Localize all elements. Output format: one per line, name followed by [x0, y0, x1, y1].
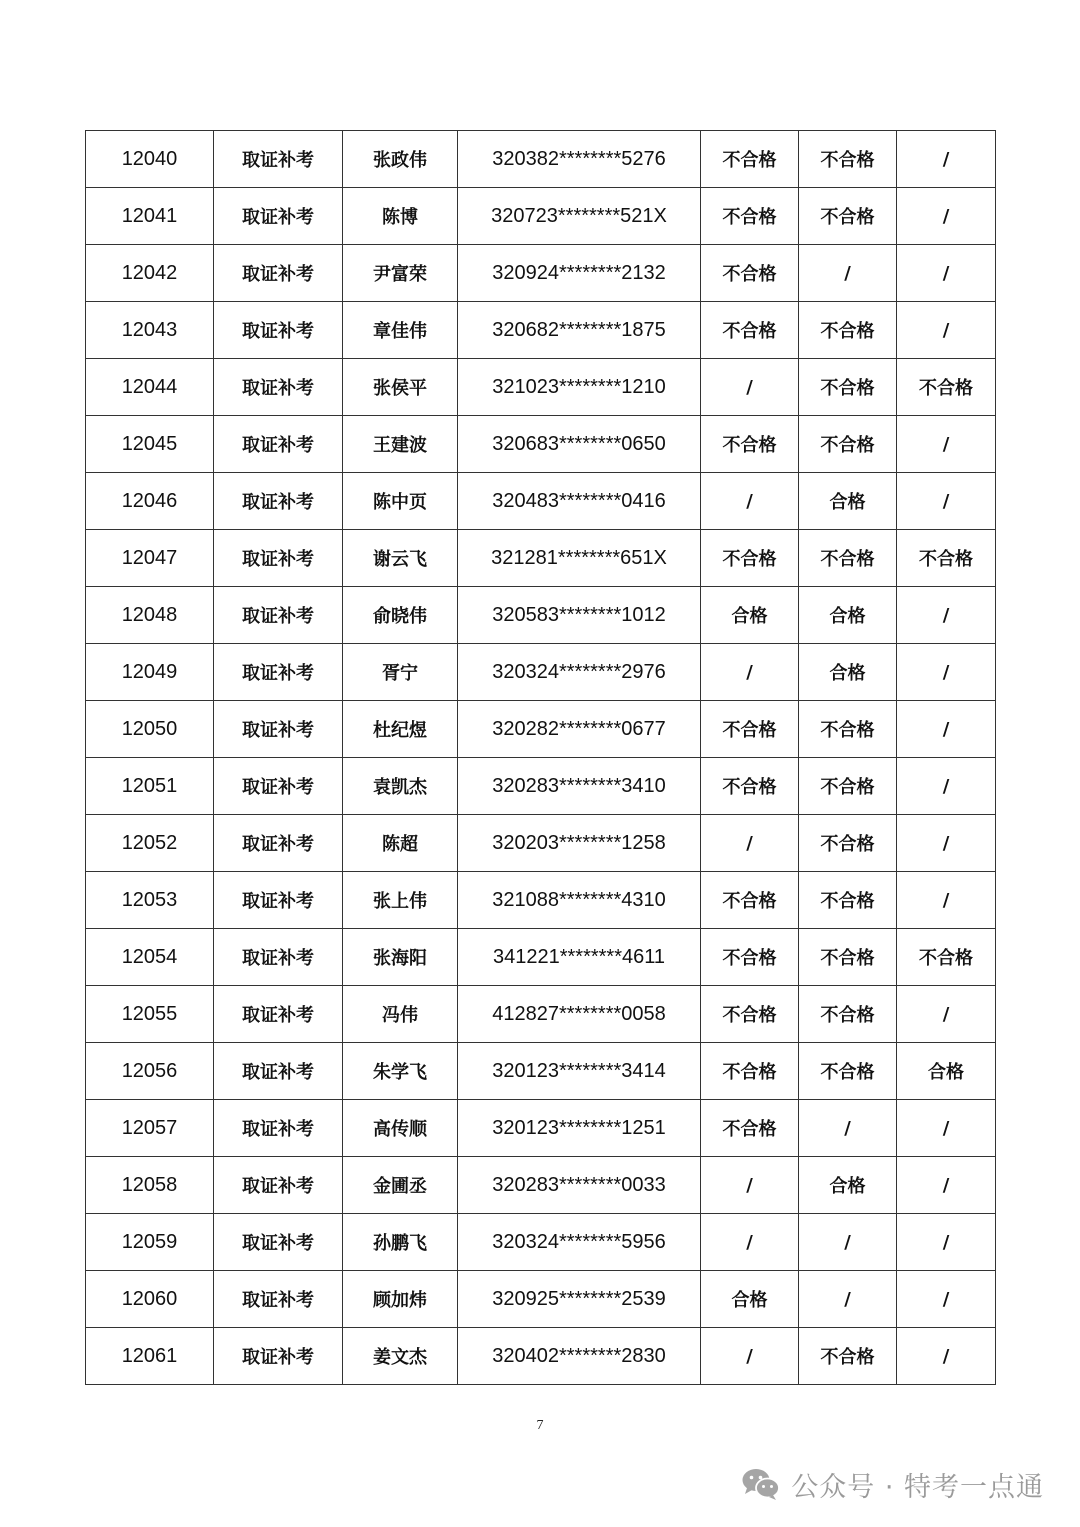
cell-name: 冯伟 — [343, 986, 458, 1043]
cell-name: 姜文杰 — [343, 1328, 458, 1385]
cell-name: 杜纪煜 — [343, 701, 458, 758]
cell-exam-type: 取证补考 — [214, 1043, 343, 1100]
cell-result-3: / — [897, 815, 996, 872]
cell-result-3: / — [897, 416, 996, 473]
cell-id-number: 320483********0416 — [458, 473, 701, 530]
cell-name: 张政伟 — [343, 131, 458, 188]
cell-exam-type: 取证补考 — [214, 644, 343, 701]
cell-result-3: / — [897, 1328, 996, 1385]
cell-result-2: 不合格 — [799, 1328, 897, 1385]
results-table — [85, 130, 996, 1385]
table-row — [86, 986, 996, 1043]
cell-result-3: 不合格 — [897, 929, 996, 986]
cell-result-3: / — [897, 131, 996, 188]
cell-result-2: 不合格 — [799, 1043, 897, 1100]
wechat-icon — [741, 1467, 781, 1501]
cell-number: 12043 — [86, 302, 214, 359]
cell-id-number: 320925********2539 — [458, 1271, 701, 1328]
cell-number: 12040 — [86, 131, 214, 188]
cell-number: 12044 — [86, 359, 214, 416]
cell-name: 胥宁 — [343, 644, 458, 701]
cell-id-number: 320283********0033 — [458, 1157, 701, 1214]
cell-result-3: / — [897, 701, 996, 758]
cell-result-2: 不合格 — [799, 872, 897, 929]
cell-exam-type: 取证补考 — [214, 929, 343, 986]
cell-result-2: 合格 — [799, 644, 897, 701]
cell-id-number: 320723********521X — [458, 188, 701, 245]
cell-name: 金圃丞 — [343, 1157, 458, 1214]
table-row — [86, 1271, 996, 1328]
cell-result-2: 合格 — [799, 473, 897, 530]
cell-result-2: 不合格 — [799, 530, 897, 587]
cell-result-1: 合格 — [701, 587, 799, 644]
cell-id-number: 320683********0650 — [458, 416, 701, 473]
cell-result-1: 不合格 — [701, 131, 799, 188]
cell-result-3: 不合格 — [897, 359, 996, 416]
cell-id-number: 412827********0058 — [458, 986, 701, 1043]
cell-name: 高传顺 — [343, 1100, 458, 1157]
cell-id-number: 320402********2830 — [458, 1328, 701, 1385]
cell-result-1: 不合格 — [701, 188, 799, 245]
cell-result-2: / — [799, 1214, 897, 1271]
cell-result-2: 合格 — [799, 1157, 897, 1214]
cell-name: 陈中页 — [343, 473, 458, 530]
cell-result-3: 不合格 — [897, 530, 996, 587]
cell-result-3: / — [897, 986, 996, 1043]
cell-exam-type: 取证补考 — [214, 530, 343, 587]
cell-exam-type: 取证补考 — [214, 1214, 343, 1271]
cell-result-2: 不合格 — [799, 986, 897, 1043]
cell-result-1: 不合格 — [701, 530, 799, 587]
cell-id-number: 320682********1875 — [458, 302, 701, 359]
cell-result-1: 不合格 — [701, 758, 799, 815]
cell-result-2: / — [799, 1271, 897, 1328]
table-row — [86, 644, 996, 701]
cell-result-3: / — [897, 188, 996, 245]
cell-number: 12050 — [86, 701, 214, 758]
cell-result-1: / — [701, 1157, 799, 1214]
table-row — [86, 1100, 996, 1157]
cell-result-1: / — [701, 815, 799, 872]
table-row — [86, 1328, 996, 1385]
cell-exam-type: 取证补考 — [214, 131, 343, 188]
cell-result-3: / — [897, 758, 996, 815]
cell-result-2: 不合格 — [799, 359, 897, 416]
page-number: 7 — [536, 1418, 544, 1433]
cell-exam-type: 取证补考 — [214, 758, 343, 815]
table-row — [86, 473, 996, 530]
watermark — [741, 1462, 1044, 1506]
cell-id-number: 320283********3410 — [458, 758, 701, 815]
cell-number: 12041 — [86, 188, 214, 245]
cell-name: 朱学飞 — [343, 1043, 458, 1100]
table-row — [86, 587, 996, 644]
cell-name: 孙鹏飞 — [343, 1214, 458, 1271]
cell-exam-type: 取证补考 — [214, 701, 343, 758]
cell-id-number: 320203********1258 — [458, 815, 701, 872]
cell-exam-type: 取证补考 — [214, 359, 343, 416]
cell-result-2: 合格 — [799, 587, 897, 644]
cell-id-number: 320123********3414 — [458, 1043, 701, 1100]
cell-result-2: 不合格 — [799, 815, 897, 872]
cell-result-2: 不合格 — [799, 758, 897, 815]
cell-id-number: 320382********5276 — [458, 131, 701, 188]
table-row — [86, 929, 996, 986]
cell-exam-type: 取证补考 — [214, 1328, 343, 1385]
cell-result-3: / — [897, 473, 996, 530]
cell-number: 12055 — [86, 986, 214, 1043]
cell-exam-type: 取证补考 — [214, 245, 343, 302]
cell-name: 尹富荣 — [343, 245, 458, 302]
cell-number: 12060 — [86, 1271, 214, 1328]
cell-result-1: 不合格 — [701, 302, 799, 359]
cell-result-1: / — [701, 644, 799, 701]
table-row — [86, 188, 996, 245]
cell-result-3: / — [897, 1100, 996, 1157]
cell-name: 王建波 — [343, 416, 458, 473]
table-row — [86, 758, 996, 815]
cell-result-3: / — [897, 302, 996, 359]
cell-id-number: 320324********2976 — [458, 644, 701, 701]
table-row — [86, 815, 996, 872]
table-row — [86, 1214, 996, 1271]
cell-id-number: 320123********1251 — [458, 1100, 701, 1157]
cell-result-3: / — [897, 1271, 996, 1328]
cell-number: 12052 — [86, 815, 214, 872]
cell-id-number: 320924********2132 — [458, 245, 701, 302]
cell-name: 顾加炜 — [343, 1271, 458, 1328]
cell-result-2: 不合格 — [799, 188, 897, 245]
cell-exam-type: 取证补考 — [214, 416, 343, 473]
cell-result-1: 不合格 — [701, 1100, 799, 1157]
cell-number: 12042 — [86, 245, 214, 302]
table-row — [86, 416, 996, 473]
table-row — [86, 245, 996, 302]
cell-exam-type: 取证补考 — [214, 815, 343, 872]
cell-id-number: 321281********651X — [458, 530, 701, 587]
cell-result-1: 不合格 — [701, 245, 799, 302]
cell-exam-type: 取证补考 — [214, 1100, 343, 1157]
cell-result-1: / — [701, 359, 799, 416]
cell-result-1: 合格 — [701, 1271, 799, 1328]
cell-result-3: / — [897, 587, 996, 644]
cell-result-3: / — [897, 644, 996, 701]
cell-result-1: 不合格 — [701, 929, 799, 986]
cell-result-2: 不合格 — [799, 929, 897, 986]
cell-id-number: 321088********4310 — [458, 872, 701, 929]
table-row — [86, 302, 996, 359]
cell-result-1: 不合格 — [701, 1043, 799, 1100]
table-row — [86, 872, 996, 929]
cell-result-1: 不合格 — [701, 416, 799, 473]
cell-result-1: / — [701, 473, 799, 530]
cell-id-number: 320282********0677 — [458, 701, 701, 758]
table-body — [86, 131, 996, 1385]
cell-exam-type: 取证补考 — [214, 872, 343, 929]
cell-name: 俞晓伟 — [343, 587, 458, 644]
cell-number: 12048 — [86, 587, 214, 644]
cell-name: 张侯平 — [343, 359, 458, 416]
cell-result-3: / — [897, 1214, 996, 1271]
cell-exam-type: 取证补考 — [214, 1271, 343, 1328]
cell-result-3: 合格 — [897, 1043, 996, 1100]
cell-number: 12054 — [86, 929, 214, 986]
cell-result-1: 不合格 — [701, 701, 799, 758]
cell-name: 张海阳 — [343, 929, 458, 986]
table-row — [86, 359, 996, 416]
cell-number: 12061 — [86, 1328, 214, 1385]
cell-exam-type: 取证补考 — [214, 473, 343, 530]
cell-exam-type: 取证补考 — [214, 302, 343, 359]
cell-number: 12056 — [86, 1043, 214, 1100]
cell-id-number: 320324********5956 — [458, 1214, 701, 1271]
table-row — [86, 530, 996, 587]
cell-id-number: 341221********4611 — [458, 929, 701, 986]
cell-name: 陈博 — [343, 188, 458, 245]
cell-result-2: 不合格 — [799, 416, 897, 473]
cell-number: 12059 — [86, 1214, 214, 1271]
cell-result-2: / — [799, 245, 897, 302]
cell-id-number: 320583********1012 — [458, 587, 701, 644]
cell-number: 12045 — [86, 416, 214, 473]
cell-result-1: / — [701, 1214, 799, 1271]
cell-result-2: 不合格 — [799, 131, 897, 188]
cell-result-3: / — [897, 1157, 996, 1214]
cell-exam-type: 取证补考 — [214, 1157, 343, 1214]
cell-number: 12047 — [86, 530, 214, 587]
table-row — [86, 701, 996, 758]
cell-name: 陈超 — [343, 815, 458, 872]
cell-name: 袁凯杰 — [343, 758, 458, 815]
cell-number: 12049 — [86, 644, 214, 701]
cell-number: 12046 — [86, 473, 214, 530]
cell-result-3: / — [897, 245, 996, 302]
cell-result-2: / — [799, 1100, 897, 1157]
watermark-text: 公众号 · 特考一点通 — [791, 1471, 1044, 1503]
cell-result-1: / — [701, 1328, 799, 1385]
cell-id-number: 321023********1210 — [458, 359, 701, 416]
cell-exam-type: 取证补考 — [214, 188, 343, 245]
table-row — [86, 1043, 996, 1100]
cell-result-2: 不合格 — [799, 701, 897, 758]
table-row — [86, 131, 996, 188]
cell-number: 12058 — [86, 1157, 214, 1214]
cell-number: 12057 — [86, 1100, 214, 1157]
table-row — [86, 1157, 996, 1214]
cell-result-2: 不合格 — [799, 302, 897, 359]
cell-exam-type: 取证补考 — [214, 986, 343, 1043]
cell-number: 12051 — [86, 758, 214, 815]
cell-exam-type: 取证补考 — [214, 587, 343, 644]
cell-name: 章佳伟 — [343, 302, 458, 359]
cell-name: 张上伟 — [343, 872, 458, 929]
cell-result-3: / — [897, 872, 996, 929]
cell-number: 12053 — [86, 872, 214, 929]
cell-result-1: 不合格 — [701, 986, 799, 1043]
cell-result-1: 不合格 — [701, 872, 799, 929]
cell-name: 谢云飞 — [343, 530, 458, 587]
